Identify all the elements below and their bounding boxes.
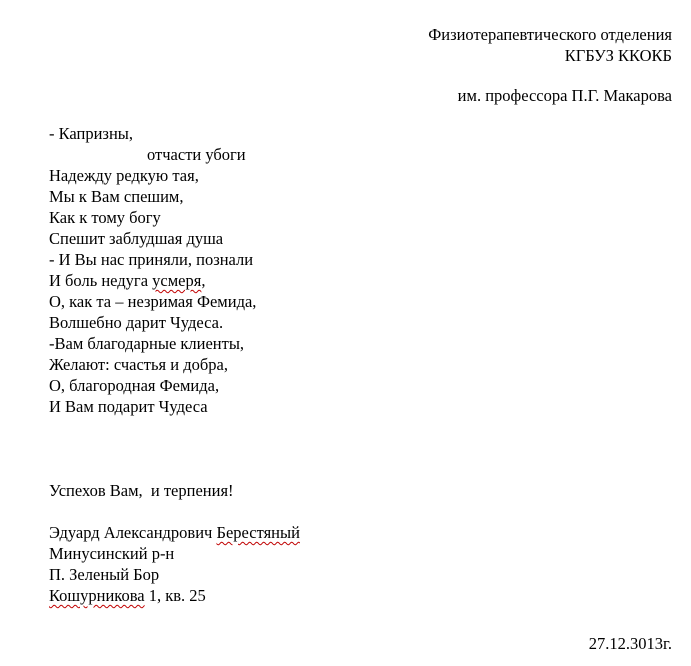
header-organization: КГБУЗ ККОКБ: [564, 46, 672, 65]
poem-line-2: отчасти убоги: [147, 145, 246, 164]
header-department: Физиотерапевтического отделения: [428, 25, 672, 44]
poem-line-5: Как к тому богу: [49, 208, 161, 227]
poem-line-14: И Вам подарит Чудеса: [49, 397, 208, 416]
poem-line-10: Волшебно дарит Чудеса.: [49, 313, 224, 332]
document-date: 27.12.3013г.: [588, 634, 672, 653]
poem-line-9: О, как та – незримая Фемида,: [49, 292, 257, 311]
poem-line-12: Желают: счастья и добра,: [49, 355, 228, 374]
poem-line-1: - Капризны,: [49, 124, 133, 143]
poem-line-11: -Вам благодарные клиенты,: [49, 334, 245, 353]
closing-wish: Успехов Вам, и терпения!: [49, 481, 234, 500]
poem-line-8-comma: ,: [201, 271, 206, 290]
header-professor: им. профессора П.Г. Макарова: [457, 86, 672, 105]
poem-line-8: [49, 271, 205, 291]
signature-district: Минусинский р-н: [49, 544, 175, 563]
signature-address: [49, 586, 206, 606]
spellcheck-word-usmerya: усмеря: [152, 271, 202, 290]
signature-first-name: Эдуард Александрович: [49, 523, 213, 542]
signature-name: [49, 523, 300, 543]
poem-line-7: - И Вы нас приняли, познали: [49, 250, 254, 269]
signature-house: 1, кв. 25: [144, 586, 206, 605]
poem-line-4: Мы к Вам спешим,: [49, 187, 184, 206]
signature-village: П. Зеленый Бор: [49, 565, 160, 584]
poem-line-3: Надежду редкую тая,: [49, 166, 199, 185]
poem-line-6: Спешит заблудшая душа: [49, 229, 224, 248]
signature-street: Кошурникова: [49, 586, 145, 605]
signature-last-name: Берестяный: [216, 523, 300, 542]
poem-line-13: О, благородная Фемида,: [49, 376, 220, 395]
poem-line-8-start: И боль недуга: [49, 271, 149, 290]
